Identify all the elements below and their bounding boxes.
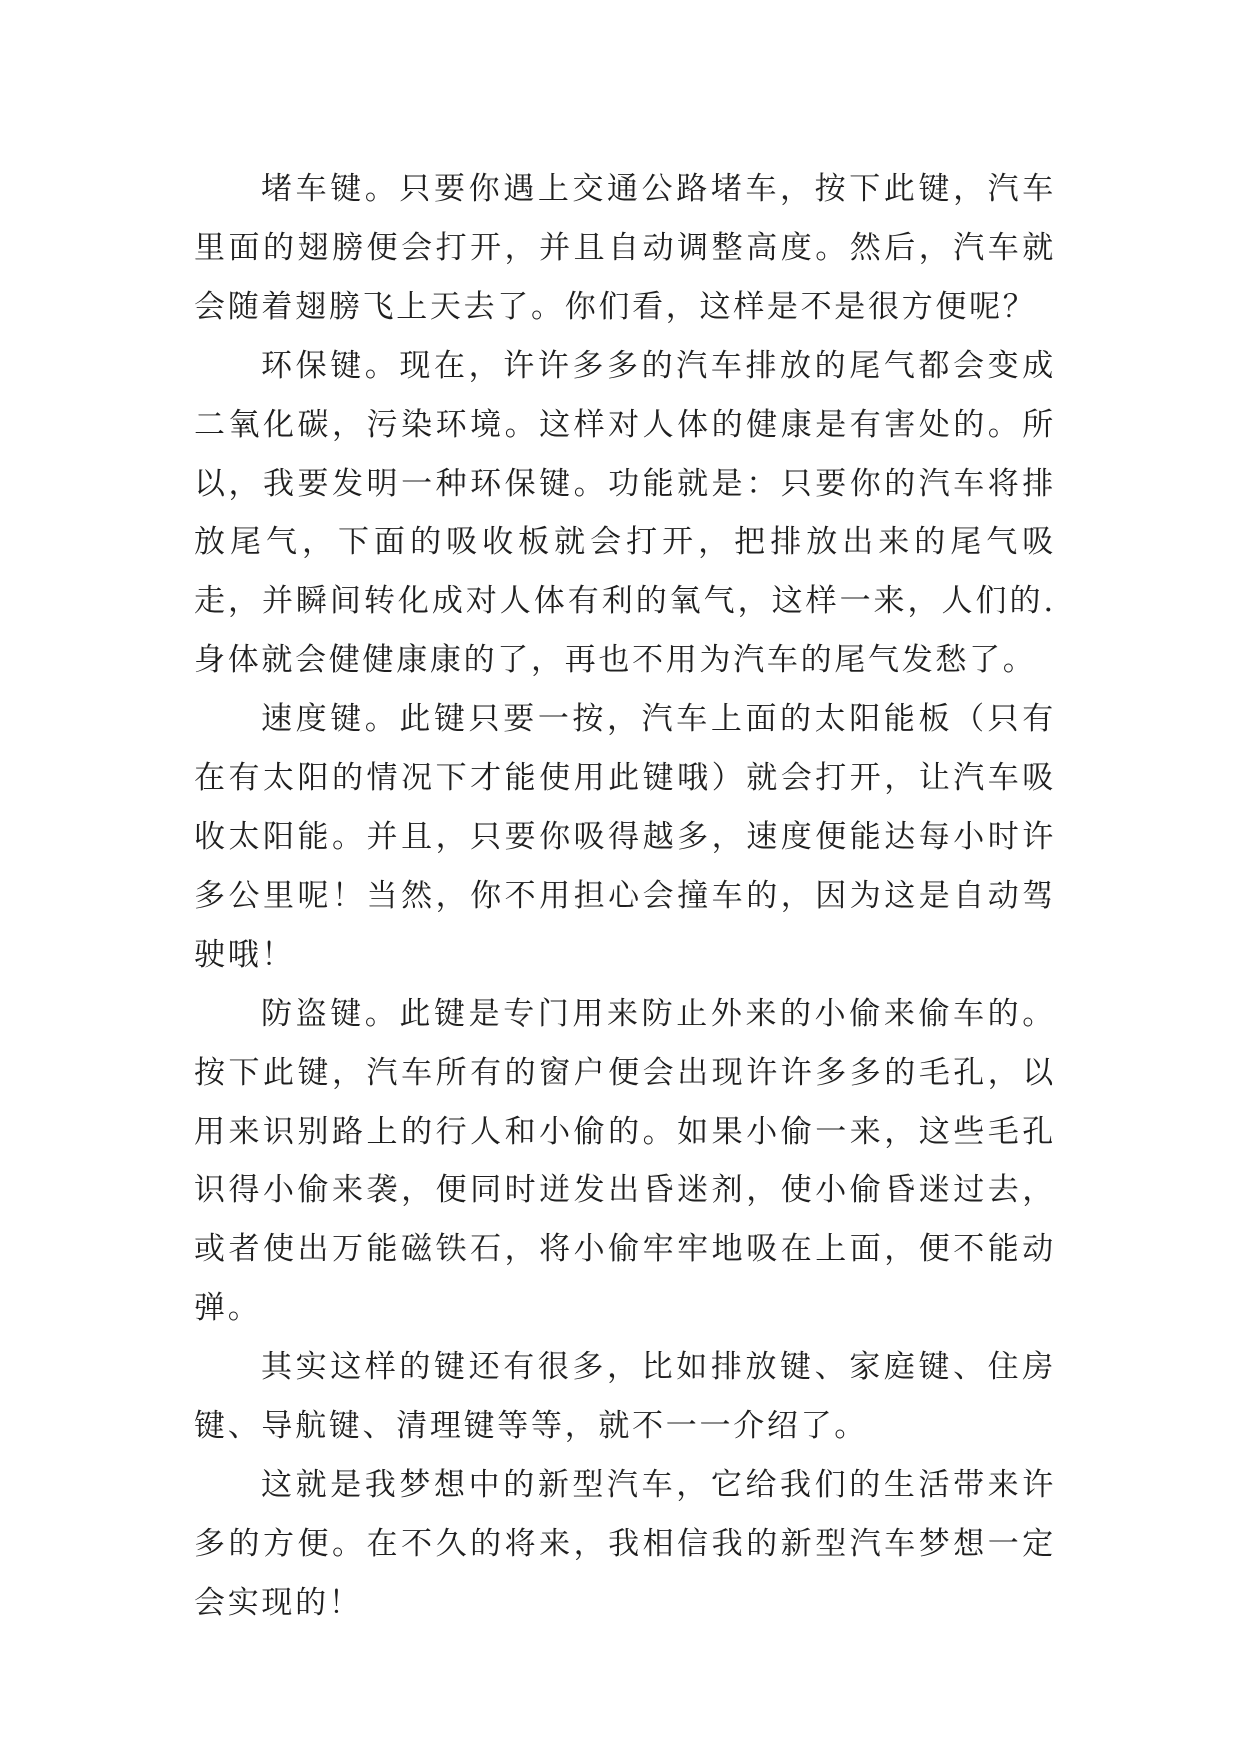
paragraph-conclusion: 这就是我梦想中的新型汽车，它给我们的生活带来许多的方便。在不久的将来，我相信我的新型汽车梦想一定会实现的！: [194, 1466, 1056, 1621]
paragraph-anti-theft-key: 防盗键。此键是专门用来防止外来的小偷来偷车的。按下此键，汽车所有的窗户便会出现许许多多的毛孔，以用来识别路上的行人和小偷的。如果小偷一来，这些毛孔识得小偷来袭，便同时迸发出昏迷剂，使小偷昏迷过去，或者使出万能磁铁石，将小偷牢牢地吸在上面，便不能动弹。: [194, 995, 1056, 1327]
paragraph-traffic-jam-key: 堵车键。只要你遇上交通公路堵车，按下此键，汽车里面的翅膀便会打开，并且自动调整高度。然后，汽车就会随着翅膀飞上天去了。你们看，这样是不是很方便呢？: [194, 171, 1056, 325]
paragraph-speed-key: 速度键。此键只要一按，汽车上面的太阳能板（只有在有太阳的情况下才能使用此键哦）就会打开，让汽车吸收太阳能。并且，只要你吸得越多，速度便能达每小时许多公里呢！当然，你不用担心会撞车的，因为这是自动驾驶哦！: [194, 701, 1056, 973]
document-body: [194, 160, 1056, 1633]
paragraph-eco-key: 环保键。现在，许许多多的汽车排放的尾气都会变成二氧化碳，污染环境。这样对人体的健康是有害处的。所以，我要发明一种环保键。功能就是：只要你的汽车将排放尾气，下面的吸收板就会打开，把排放出来的尾气吸走，并瞬间转化成对人体有利的氧气，这样一来，人们的.身体就会健健康康的了，再也不用为汽车的尾气发愁了。: [194, 347, 1056, 679]
paragraph-other-keys: 其实这样的键还有很多，比如排放键、家庭键、住房键、导航键、清理键等等，就不一一介绍了。: [194, 1349, 1056, 1445]
